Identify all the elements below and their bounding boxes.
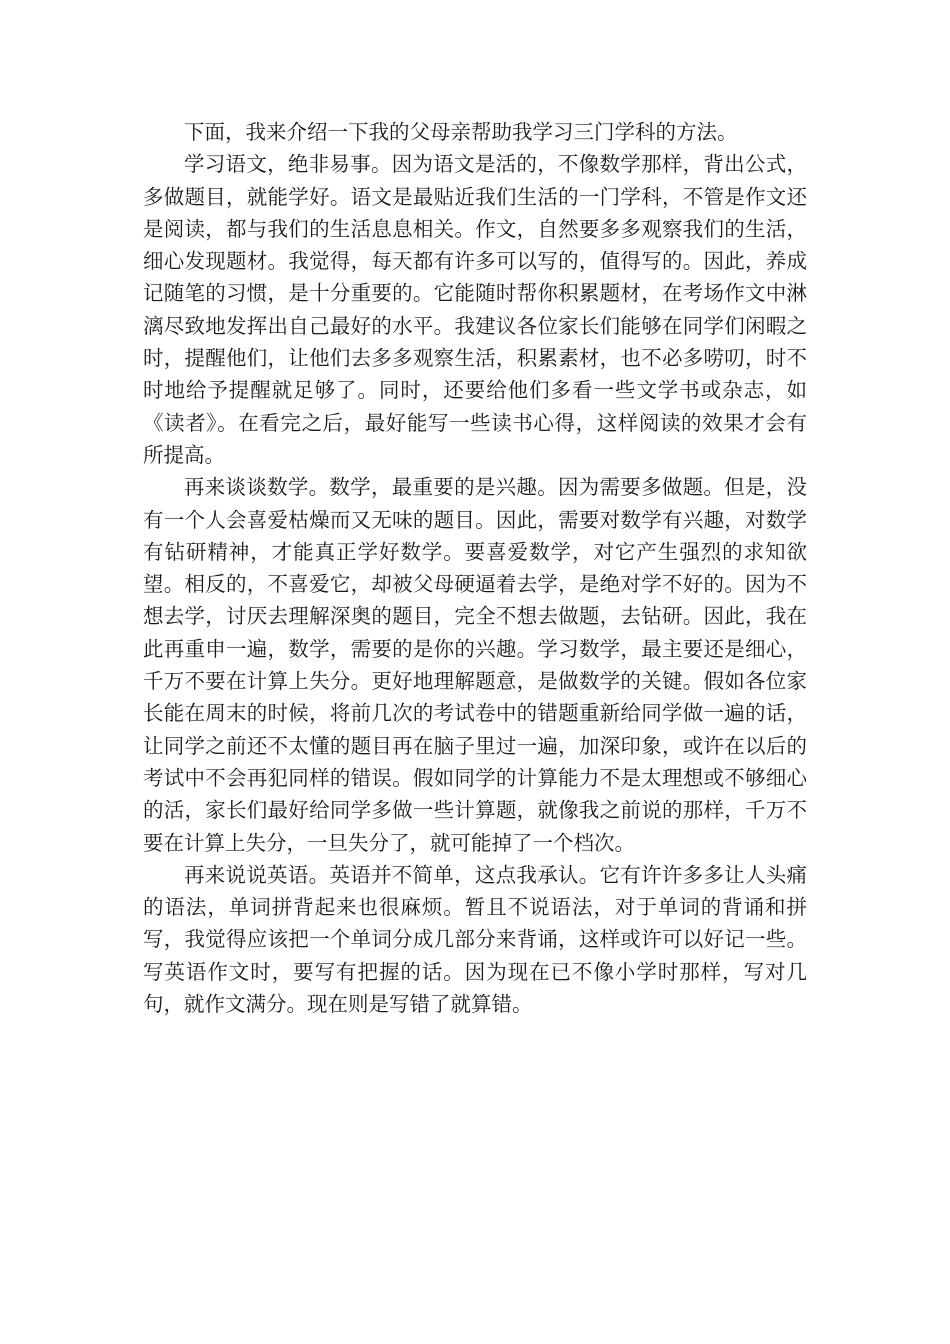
paragraph-chinese: 学习语文，绝非易事。因为语文是活的，不像数学那样，背出公式，多做题目，就能学好。语文是最贴近我们生活的一门学科，不管是作文还是阅读，都与我们的生活息息相关。作文，自然要多多观察我们的生活，细心发现题材。我觉得，每天都有许多可以写的，值得写的。因此，养成记随笔的习惯，是十分重要的。它能随时帮你积累题材，在考场作文中淋漓尽致地发挥出自己最好的水平。我建议各位家长们能够在同学们闲暇之时，提醒他们，让他们去多多观察生活，积累素材，也不必多唠叨，时不时地给予提醒就足够了。同时，还要给他们多看一些文学书或杂志，如《读者》。在看完之后，最好能写一些读书心得，这样阅读的效果才会有所提高。 — [143, 152, 807, 467]
document-body — [143, 116, 807, 1020]
paragraph-intro: 下面，我来介绍一下我的父母亲帮助我学习三门学科的方法。 — [184, 120, 738, 144]
paragraph-math: 再来谈谈数学。数学，最重要的是兴趣。因为需要多做题。但是，没有一个人会喜爱枯燥而又无味的题目。因此，需要对数学有兴趣，对数学有钻研精神，才能真正学好数学。要喜爱数学，对它产生强烈的求知欲望。相反的，不喜爱它，却被父母硬逼着去学，是绝对学不好的。因为不想去学，讨厌去理解深奥的题目，完全不想去做题，去钻研。因此，我在此再重申一遍，数学，需要的是你的兴趣。学习数学，最主要还是细心，千万不要在计算上失分。更好地理解题意，是做数学的关键。假如各位家长能在周末的时候，将前几次的考试卷中的错题重新给同学做一遍的话，让同学之前还不太懂的题目再在脑子里过一遍，加深印象，或许在以后的考试中不会再犯同样的错误。假如同学的计算能力不是太理想或不够细心的活，家长们最好给同学多做一些计算题，就像我之前说的那样，千万不要在计算上失分，一旦失分了，就可能掉了一个档次。 — [143, 475, 807, 855]
paragraph-english: 再来说说英语。英语并不简单，这点我承认。它有许许多多让人头痛的语法，单词拼背起来也很麻烦。暂且不说语法，对于单词的背诵和拼写，我觉得应该把一个单词分成几部分来背诵，这样或许可以好记一些。写英语作文时，要写有把握的话。因为现在已不像小学时那样，写对几句，就作文满分。现在则是写错了就算错。 — [143, 862, 807, 1017]
